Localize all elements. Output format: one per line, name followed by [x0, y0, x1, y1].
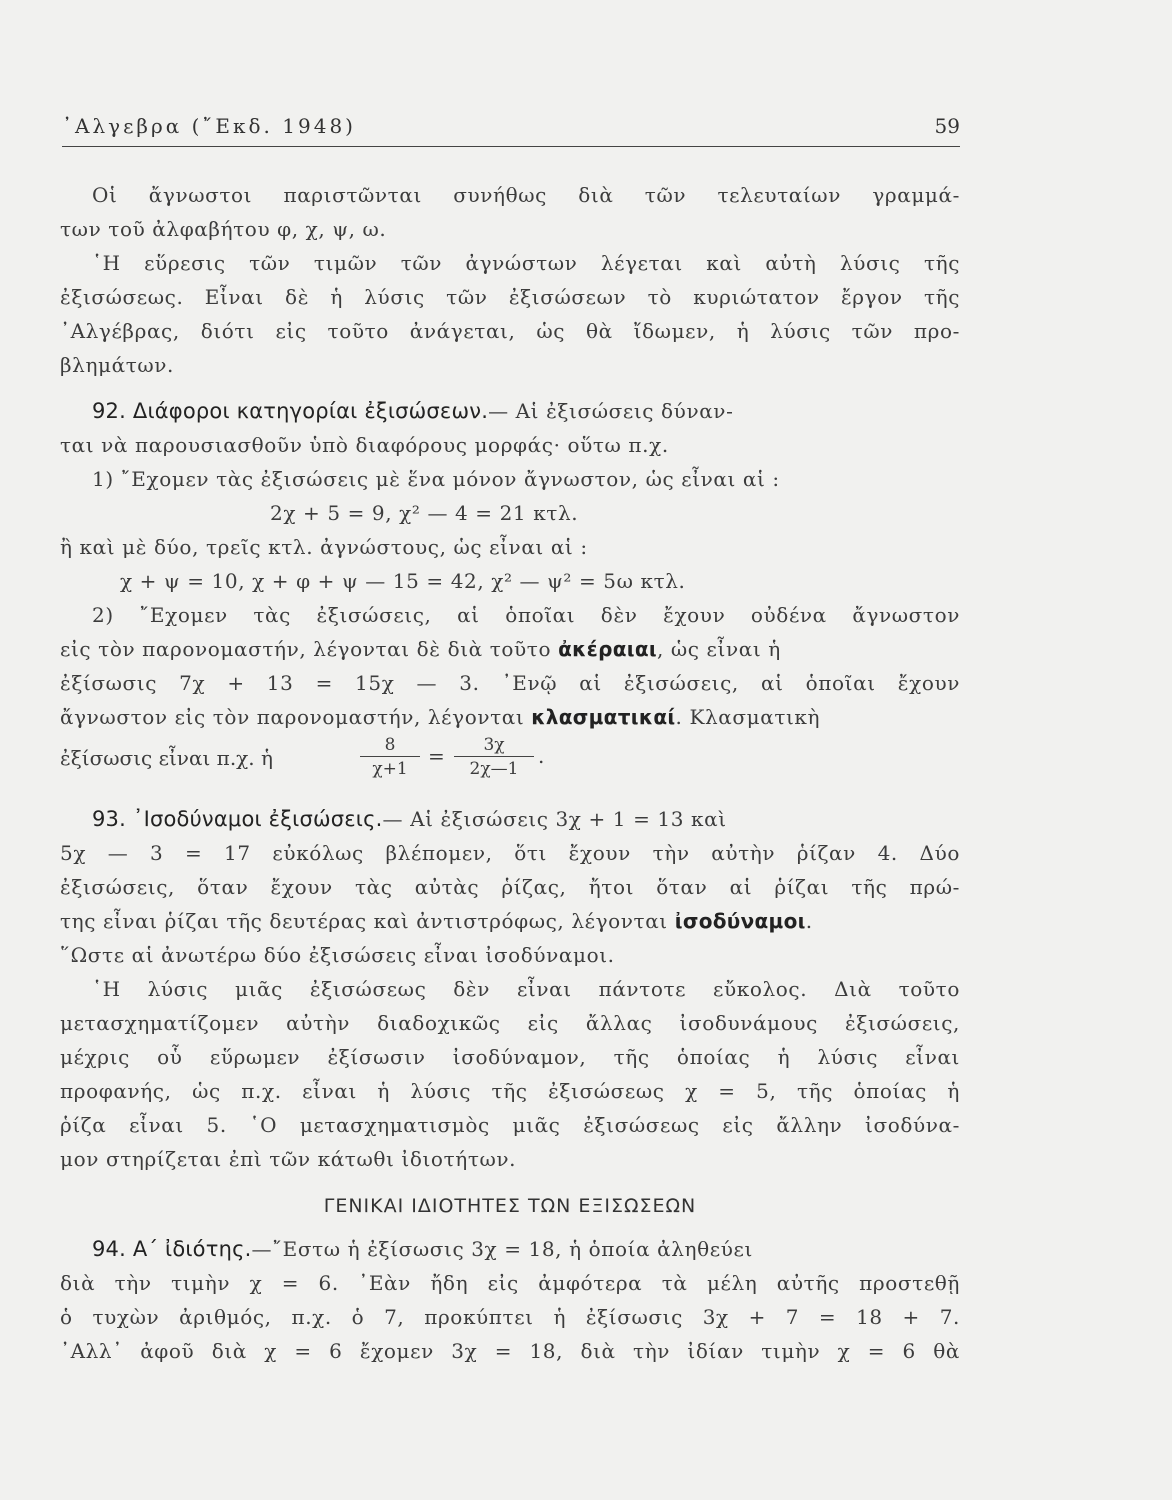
section-92-line: ται νὰ παρουσιασθοῦν ὑπὸ διαφόρους μορφάς· οὕτω π.χ.: [60, 433, 669, 457]
text-run: , ὡς εἶναι ἡ: [656, 637, 781, 661]
running-title: ᾿Αλγεβρα (῎Εκδ. 1948): [62, 114, 356, 138]
fraction: [360, 734, 420, 781]
period: .: [538, 744, 545, 768]
equation-line: 2χ + 5 = 9, χ² — 4 = 21 κτλ.: [270, 501, 579, 525]
intro-line: των τοῦ ἀλφαβήτου φ, χ, ψ, ω.: [60, 217, 387, 241]
section-92-line: 1) ῎Εχομεν τὰς ἐξισώσεις μὲ ἕνα μόνον ἄγνωστον, ὡς εἶναι αἱ :: [92, 467, 780, 491]
text-run: .: [805, 909, 813, 933]
header-rule: [62, 146, 960, 147]
equation-line: χ + ψ = 10, χ + φ + ψ — 15 = 42, χ² — ψ² = 5ω κτλ.: [120, 569, 686, 593]
section-93-first-line: [60, 802, 960, 836]
fraction-equation-line: [60, 734, 960, 790]
intro-line: ἐξισώσεως. Εἶναι δὲ ἡ λύσις τῶν ἐξισώσεων τὸ κυριώτατον ἔργον τῆς: [60, 285, 960, 309]
numerator: 3χ: [483, 735, 505, 755]
section-93-line: ἐξισώσεις, ὅταν ἔχουν τὰς αὐτὰς ῥίζας, ἤτοι ὅταν αἱ ῥίζαι τῆς πρώ-: [60, 875, 960, 899]
page-body: [60, 178, 960, 1368]
denominator: 2χ—1: [454, 756, 534, 781]
text-run: εἰς τὸν παρονομαστήν, λέγονται δὲ διὰ τοῦτο: [60, 637, 552, 661]
text-run: . Κλασματικὴ: [675, 705, 821, 729]
section-93-line: ῥίζα εἶναι 5. ῾Ο μετασχηματισμὸς μιᾶς ἐξισώσεως εἰς ἄλλην ἰσοδύνα-: [60, 1113, 960, 1137]
numerator: 8: [384, 735, 396, 755]
section-92-first-line: [60, 394, 960, 428]
intro-line: ᾿Αλγέβρας, διότι εἰς τοῦτο ἀνάγεται, ὡς θὰ ἴδωμεν, ἡ λύσις τῶν προ-: [60, 319, 960, 343]
section-93-lead: — Αἱ ἐξισώσεις 3χ + 1 = 13 καὶ: [382, 807, 727, 831]
equals-sign: =: [428, 744, 445, 768]
section-93-line: ῾Η λύσις μιᾶς ἐξισώσεως δὲν εἶναι πάντοτε εὔκολος. Διὰ τοῦτο: [92, 977, 960, 1001]
text-run: ἐξίσωσις εἶναι π.χ. ἡ: [60, 746, 273, 770]
section-93-line: ῞Ωστε αἱ ἀνωτέρω δύο ἐξισώσεις εἶναι ἰσοδύναμοι.: [60, 943, 615, 967]
section-94-line: ὁ τυχὼν ἀριθμός, π.χ. ὁ 7, προκύπτει ἡ ἐξίσωσις 3χ + 7 = 18 + 7.: [60, 1305, 960, 1329]
section-92-line: [60, 632, 960, 666]
intro-line: Οἱ ἄγνωστοι παριστῶνται συνήθως διὰ τῶν τελευταίων γραμμά-: [92, 183, 960, 207]
page-header: [62, 114, 960, 144]
fraction: [454, 734, 534, 781]
section-93-line: μέχρις οὗ εὕρωμεν ἐξίσωσιν ἰσοδύναμον, τῆς ὁποίας ἡ λύσις εἶναι: [60, 1045, 960, 1069]
section-94-title: 94. Α΄ ἰδιότης.: [92, 1237, 252, 1261]
section-92-line: 2) ῎Εχομεν τὰς ἐξισώσεις, αἱ ὁποῖαι δὲν ἔχουν οὐδένα ἄγνωστον: [92, 603, 960, 627]
intro-line: ῾Η εὕρεσις τῶν τιμῶν τῶν ἀγνώστων λέγεται καὶ αὐτὴ λύσις τῆς: [92, 251, 960, 275]
page-number: 59: [934, 114, 960, 138]
section-93-line: προφανής, ὡς π.χ. εἶναι ἡ λύσις τῆς ἐξισώσεως χ = 5, τῆς ὁποίας ἡ: [60, 1079, 960, 1103]
section-92-title: 92. Διάφοροι κατηγορίαι ἐξισώσεων.: [92, 399, 489, 423]
section-93-line: μετασχηματίζομεν αὐτὴν διαδοχικῶς εἰς ἄλλας ἰσοδυνάμους ἐξισώσεις,: [60, 1011, 960, 1035]
section-94-line: ᾿Αλλ᾿ ἀφοῦ διὰ χ = 6 ἔχομεν 3χ = 18, διὰ τὴν ἰδίαν τιμὴν χ = 6 θὰ: [60, 1339, 960, 1363]
section-92-lead: — Αἱ ἐξισώσεις δύναν-: [488, 399, 734, 423]
term-klasmatikai: κλασματικαί: [531, 705, 676, 729]
section-93-title: 93. ᾿Ισοδύναμοι ἐξισώσεις.: [92, 807, 383, 831]
text-run: ἄγνωστον εἰς τὸν παρονομαστήν, λέγονται: [60, 705, 525, 729]
term-akeraiai: ἀκέραιαι: [558, 637, 657, 661]
section-93-line: μον στηρίζεται ἐπὶ τῶν κάτωθι ἰδιοτήτων.: [60, 1147, 517, 1171]
intro-line: βλημάτων.: [60, 353, 175, 377]
term-isodynamoi: ἰσοδύναμοι: [674, 909, 806, 933]
text-run: της εἶναι ῥίζαι τῆς δευτέρας καὶ ἀντιστρόφως, λέγονται: [60, 909, 668, 933]
section-94-line: διὰ τὴν τιμὴν χ = 6. ᾿Εὰν ἤδη εἰς ἀμφότερα τὰ μέλη αὐτῆς προστεθῇ: [60, 1271, 960, 1295]
section-94-lead: —῎Εστω ἡ ἐξίσωσις 3χ = 18, ἡ ὁποία ἀληθεύει: [251, 1237, 753, 1261]
section-92-line: ἐξίσωσις 7χ + 13 = 15χ — 3. ᾿Ενῷ αἱ ἐξισώσεις, αἱ ὁποῖαι ἔχουν: [60, 671, 960, 695]
denominator: χ+1: [360, 756, 420, 781]
section-92-line: ἢ καὶ μὲ δύο, τρεῖς κτλ. ἀγνώστους, ὡς εἶναι αἱ :: [60, 535, 588, 559]
subheading: ΓΕΝΙΚΑΙ ΙΔΙΟΤΗΤΕΣ ΤΩΝ ΕΞΙΣΩΣΕΩΝ: [323, 1195, 697, 1217]
section-93-line: [60, 904, 960, 938]
section-94-first-line: [60, 1232, 960, 1266]
section-93-line: 5χ — 3 = 17 εὐκόλως βλέπομεν, ὅτι ἔχουν τὴν αὐτὴν ῥίζαν 4. Δύο: [60, 841, 960, 865]
section-92-line: [60, 700, 960, 734]
